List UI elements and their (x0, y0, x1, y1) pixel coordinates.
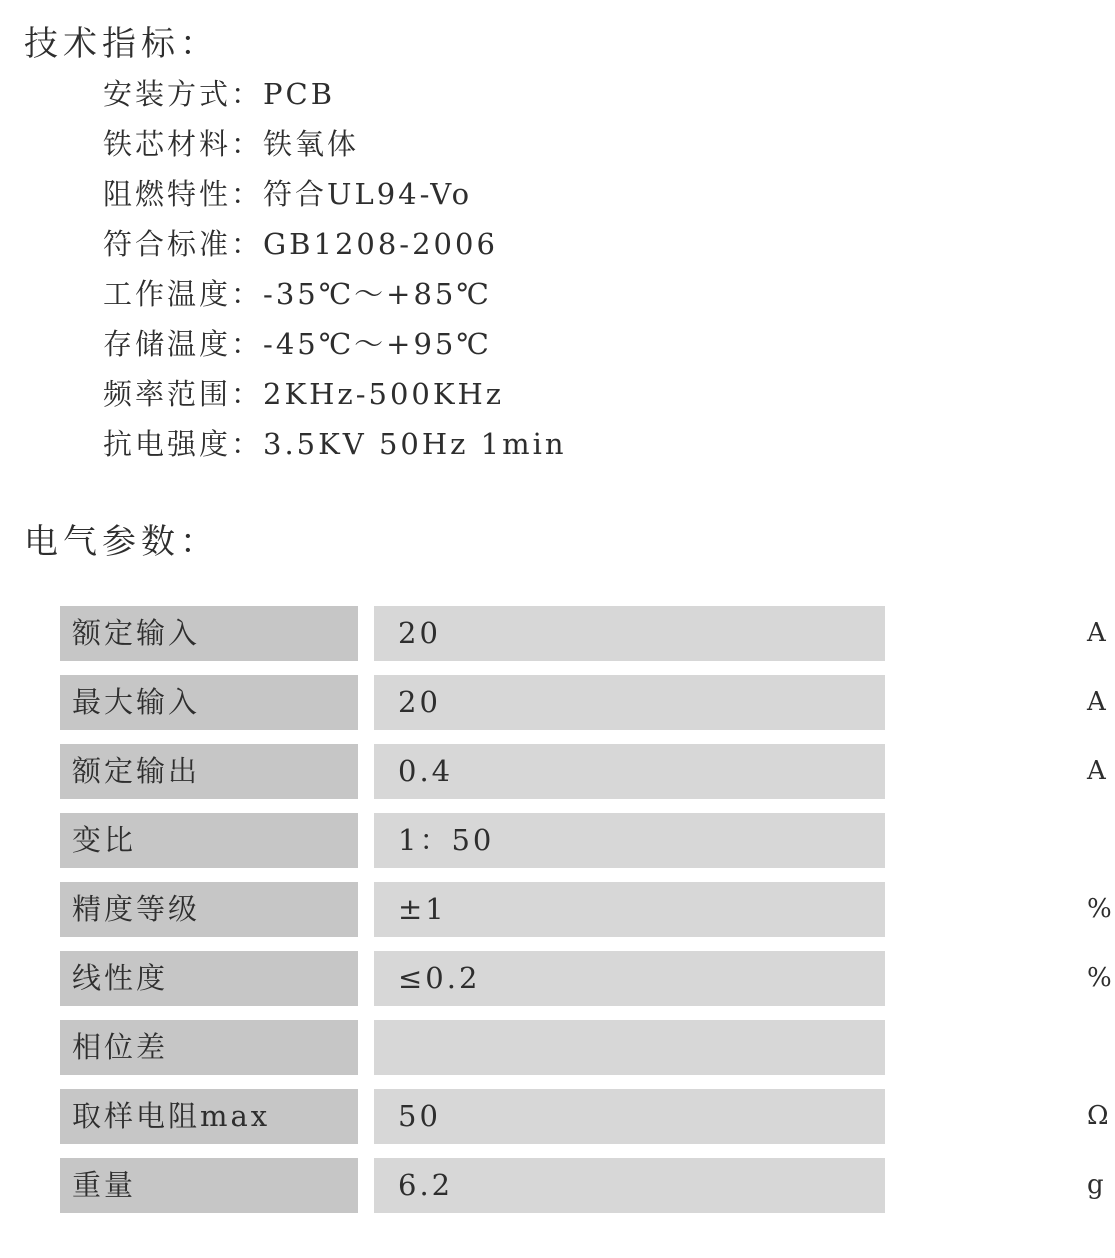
technical-specs-title: 技术指标： (24, 24, 219, 64)
table-row-turns-ratio (60, 813, 885, 868)
spec-value: 符合UL94-Vo (263, 177, 473, 211)
table-row-weight (60, 1158, 1107, 1213)
spec-value: GB1208-2006 (263, 227, 498, 261)
param-value: ±1 (398, 892, 447, 926)
param-unit: % (1087, 894, 1115, 924)
table-row-accuracy-class (60, 882, 1115, 937)
param-name: 变比 (60, 813, 358, 868)
param-name: 取样电阻max (60, 1089, 358, 1144)
param-name: 最大输入 (60, 675, 358, 730)
param-unit: g (1087, 1170, 1107, 1200)
spec-label: 工作温度： (103, 277, 264, 311)
param-unit: Ω (1087, 1101, 1112, 1131)
table-row-sampling-resistor (60, 1089, 1112, 1144)
electrical-params-table (60, 606, 1115, 1227)
spec-item-mounting (103, 74, 567, 124)
param-name: 相位差 (60, 1020, 358, 1075)
param-value-cell (374, 606, 1109, 661)
spec-item-storage-temp (103, 324, 567, 374)
param-value: 50 (398, 1099, 441, 1133)
param-name: 精度等级 (60, 882, 358, 937)
param-value: 20 (398, 616, 441, 650)
param-value-cell (374, 675, 1109, 730)
spec-value: PCB (263, 77, 336, 111)
param-value-cell (374, 744, 1109, 799)
spec-item-standard (103, 224, 567, 274)
spec-value: 3.5KV 50Hz 1min (263, 427, 567, 461)
spec-value: -35℃～+85℃ (263, 277, 492, 311)
table-row-max-input (60, 675, 1109, 730)
table-row-rated-input (60, 606, 1109, 661)
table-row-rated-output (60, 744, 1109, 799)
spec-label: 符合标准： (103, 227, 264, 261)
spec-label: 频率范围： (103, 377, 264, 411)
spec-label: 阻燃特性： (103, 177, 264, 211)
param-name: 额定输出 (60, 744, 358, 799)
param-name: 重量 (60, 1158, 358, 1213)
spec-value: -45℃～+95℃ (263, 327, 492, 361)
param-value: 1：50 (398, 823, 495, 857)
param-value-cell (374, 1020, 885, 1075)
param-name: 线性度 (60, 951, 358, 1006)
param-value: 6.2 (398, 1168, 454, 1202)
param-name: 额定输入 (60, 606, 358, 661)
spec-value: 2KHz-500KHz (263, 377, 505, 411)
spec-label: 存储温度： (103, 327, 264, 361)
param-value-cell (374, 882, 1115, 937)
spec-label: 铁芯材料： (103, 127, 264, 161)
spec-label: 安装方式： (103, 77, 264, 111)
spec-value: 铁氧体 (263, 127, 360, 161)
param-value-cell (374, 1158, 1107, 1213)
param-unit: A (1087, 756, 1109, 786)
spec-item-dielectric-strength (103, 424, 567, 474)
param-value-cell (374, 951, 1115, 1006)
param-value-cell (374, 813, 885, 868)
spec-label: 抗电强度： (103, 427, 264, 461)
electrical-params-title: 电气参数： (24, 522, 219, 562)
param-value: 0.4 (398, 754, 454, 788)
spec-item-operating-temp (103, 274, 567, 324)
param-value: 20 (398, 685, 441, 719)
param-value: ≤0.2 (398, 961, 481, 995)
spec-item-frequency-range (103, 374, 567, 424)
spec-item-flame-retardant (103, 174, 567, 224)
technical-specs-list (103, 74, 567, 474)
param-unit: % (1087, 963, 1115, 993)
spec-item-core-material (103, 124, 567, 174)
param-unit: A (1087, 618, 1109, 648)
param-value-cell (374, 1089, 1112, 1144)
param-unit: A (1087, 687, 1109, 717)
table-row-phase-error (60, 1020, 885, 1075)
table-row-linearity (60, 951, 1115, 1006)
